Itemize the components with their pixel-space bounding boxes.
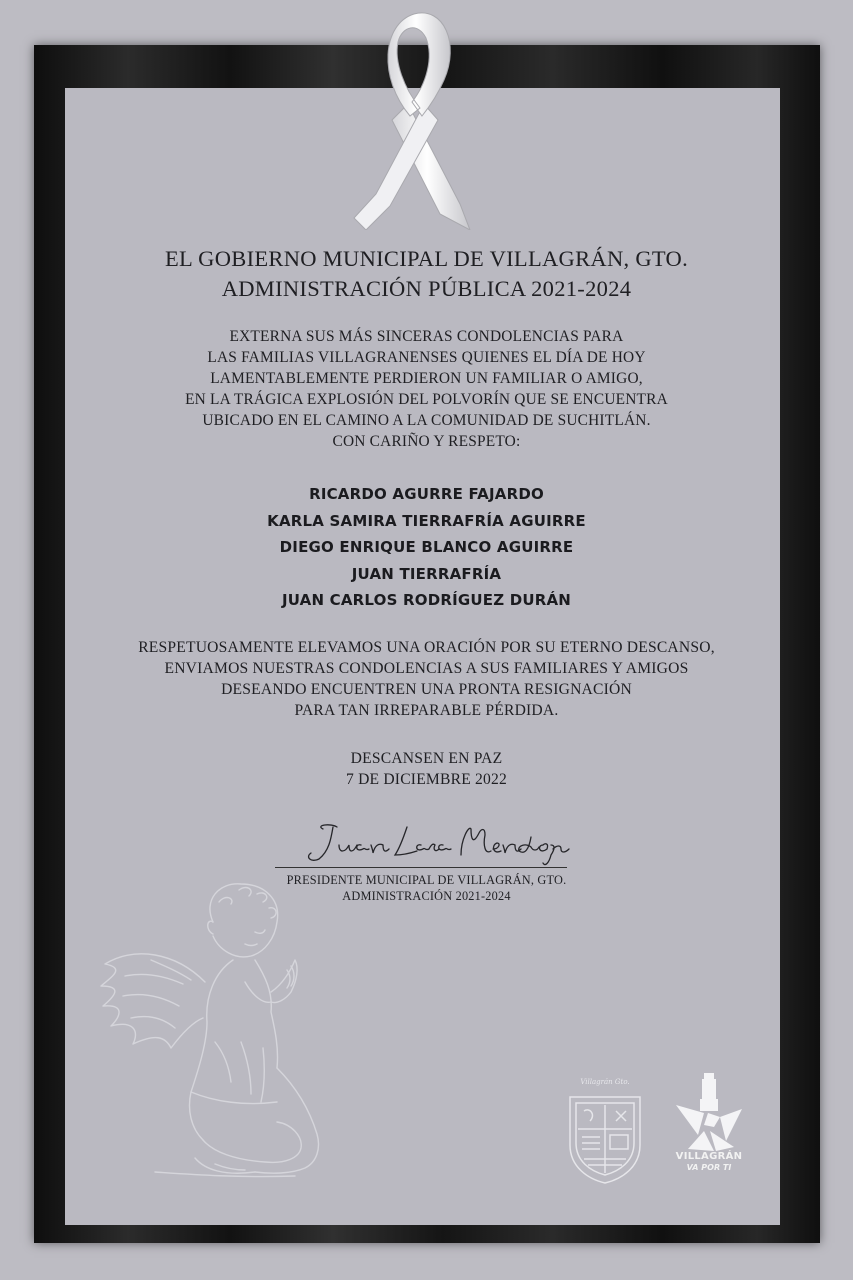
- prayer-message: [0, 637, 853, 721]
- name-item: JUAN TIERRAFRÍA: [351, 564, 502, 583]
- message-line: EXTERNA SUS MÁS SINCERAS CONDOLENCIAS PARA: [229, 328, 624, 345]
- closing: [0, 748, 853, 790]
- name-item: KARLA SAMIRA TIERRAFRÍA AGUIRRE: [267, 511, 586, 530]
- prayer-line: RESPETUOSAMENTE ELEVAMOS UNA ORACIÓN POR SU ETERNO DESCANSO,: [138, 639, 715, 656]
- message-line: UBICADO EN EL CAMINO A LA COMUNIDAD DE SUCHITLÁN.: [202, 412, 651, 429]
- message-line: EN LA TRÁGICA EXPLOSIÓN DEL POLVORÍN QUE SE ENCUENTRA: [185, 391, 668, 408]
- header-title: EL GOBIERNO MUNICIPAL DE VILLAGRÁN, GTO.: [164, 246, 689, 271]
- prayer-line: DESEANDO ENCUENTREN UNA PRONTA RESIGNACIÓN: [221, 681, 632, 698]
- message-line: CON CARIÑO Y RESPETO:: [332, 433, 521, 450]
- header: [0, 244, 853, 304]
- praying-angel-icon: [95, 872, 330, 1187]
- crest-label: Villagrán Gto.: [580, 1078, 630, 1086]
- signature-icon: [275, 815, 575, 871]
- municipal-crest-icon: [560, 1075, 650, 1187]
- rest-in-peace: DESCANSEN EN PAZ: [350, 750, 503, 767]
- header-subtitle: ADMINISTRACIÓN PÚBLICA 2021-2024: [221, 276, 632, 301]
- names-list: [0, 481, 853, 614]
- mourning-ribbon-icon: [348, 8, 478, 230]
- signatory-title: PRESIDENTE MUNICIPAL DE VILLAGRÁN, GTO.: [286, 873, 567, 887]
- name-item: JUAN CARLOS RODRÍGUEZ DURÁN: [281, 591, 572, 609]
- signatory-administration: ADMINISTRACIÓN 2021-2024: [342, 889, 511, 903]
- condolence-message: [0, 326, 853, 452]
- date: 7 DE DICIEMBRE 2022: [345, 771, 508, 788]
- prayer-line: ENVIAMOS NUESTRAS CONDOLENCIAS A SUS FAMILIARES Y AMIGOS: [164, 660, 689, 677]
- message-line: LAMENTABLEMENTE PERDIERON UN FAMILIAR O AMIGO,: [210, 370, 643, 387]
- brand-name: VILLAGRÁN: [675, 1151, 743, 1162]
- brand-tagline: VA POR TI: [686, 1163, 732, 1172]
- prayer-line: PARA TAN IRREPARABLE PÉRDIDA.: [294, 702, 559, 719]
- message-line: LAS FAMILIAS VILLAGRANENSES QUIENES EL DÍA DE HOY: [207, 349, 646, 366]
- signature-line: [275, 867, 567, 868]
- name-item: DIEGO ENRIQUE BLANCO AGUIRRE: [279, 538, 574, 556]
- name-item: RICARDO AGURRE FAJARDO: [309, 485, 544, 503]
